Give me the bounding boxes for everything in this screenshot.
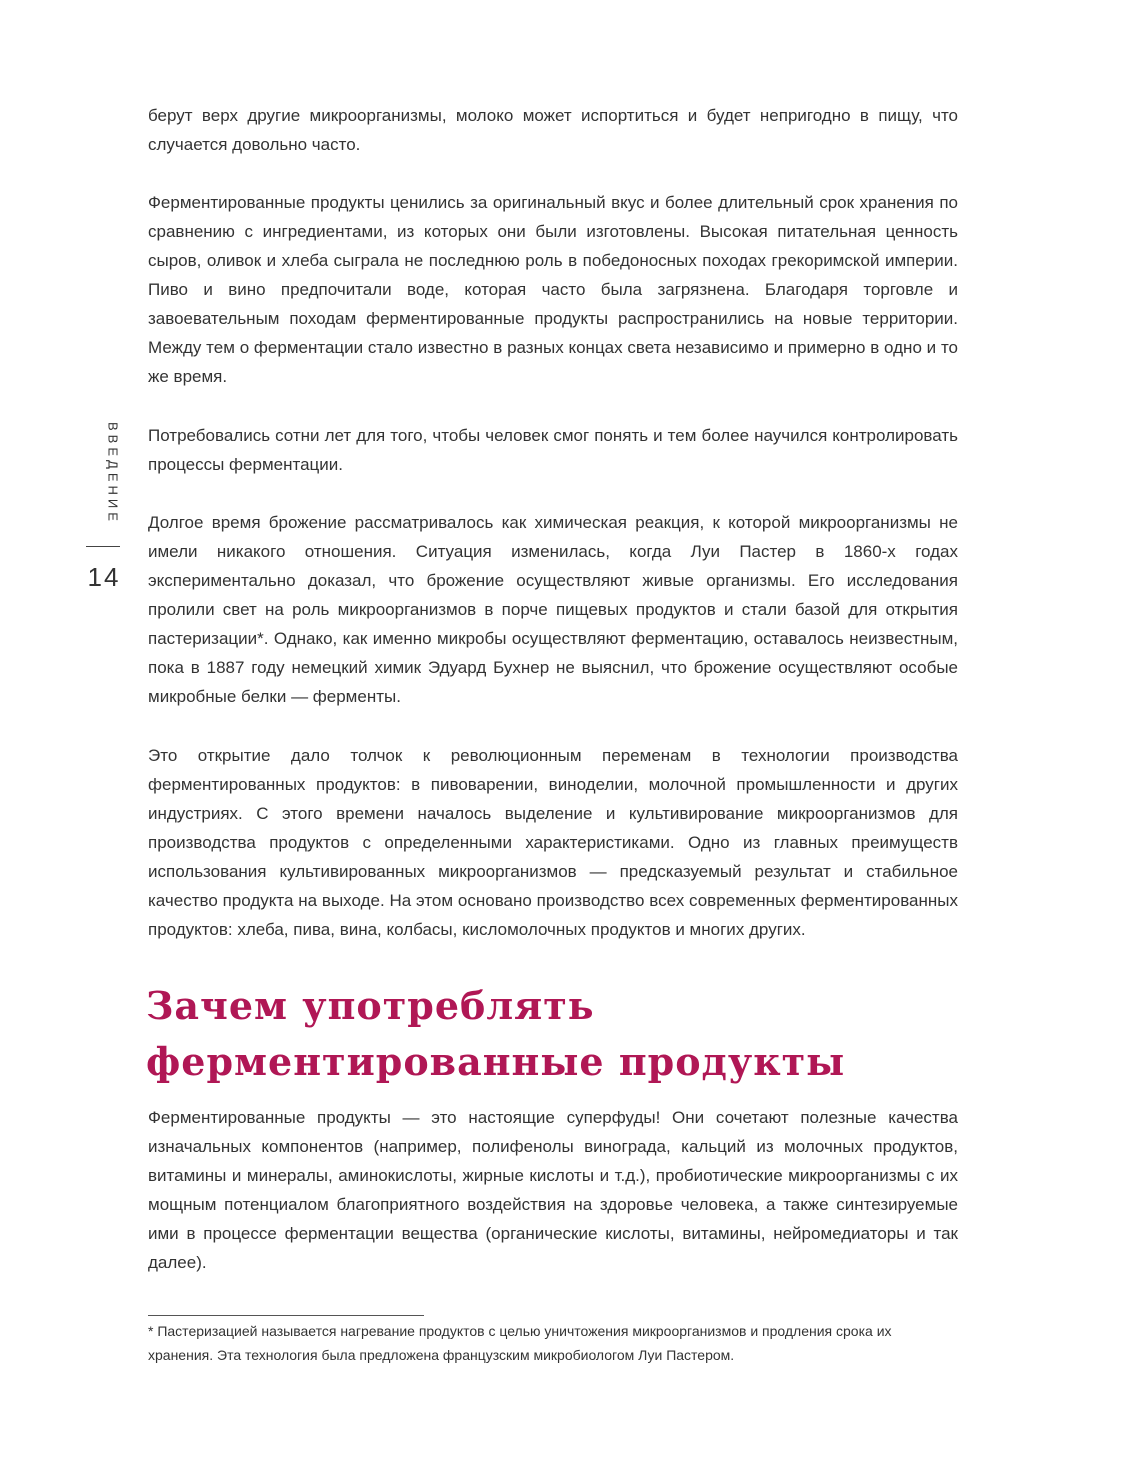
section-paragraph: Ферментированные продукты — это настоящие суперфуды! Они сочетают полезные качества изначальных компонентов (например, полифенолы винограда, кальций из молочных продуктов, витамины и минералы, аминокислоты, жирные кислоты и т.д.), пробиотические микроорганизмы с их мощным потенциалом благоприятного воздействия на здоровье человека, а также синтезируемые ими в процессе ферментации вещества (органические кислоты, витамины, нейромедиаторы и так далее). <box>148 1108 958 1272</box>
section-heading <box>146 978 976 1090</box>
body-paragraph-1: берут верх другие микроорганизмы, молоко может испортиться и будет непригодно в пищу, что случается довольно часто. <box>148 106 958 154</box>
page-number-divider <box>86 546 120 547</box>
footnote-divider <box>148 1315 424 1316</box>
section-heading-line-1: Зачем употреблять <box>146 983 595 1028</box>
body-paragraph-2: Ферментированные продукты ценились за оригинальный вкус и более длительный срок хранения по сравнению с ингредиентами, из которых они были изготовлены. Высокая питательная ценность сыров, оливок и хлеба сыграла не последнюю роль в победоносных походах грекоримской империи. Пиво и вино предпочитали воде, которая часто была загрязнена. Благодаря торговле и завоевательным походам ферментированные продукты распространились на новые территории. Между тем о ферментации стало известно в разных концах света независимо и примерно в одно и то же время. <box>148 193 958 386</box>
section-label <box>103 422 123 534</box>
body-paragraph-4: Долгое время брожение рассматривалось как химическая реакция, к которой микроорганизмы не имели никакого отношения. Ситуация изменилась, когда Луи Пастер в 1860-х годах экспериментально доказал, что брожение осуществляют живые организмы. Его исследования пролили свет на роль микроорганизмов в порче пищевых продуктов и стали базой для открытия пастеризации*. Однако, как именно микробы осуществляют ферментацию, оставалось неизвестным, пока в 1887 году немецкий химик Эдуард Бухнер не выяснил, что брожение осуществляют особые микробные белки — ферменты. <box>148 513 958 706</box>
page-number: 14 <box>87 562 121 592</box>
section-heading-line-2: ферментированные продукты <box>146 1039 846 1084</box>
footnote: * Пастеризацией называется нагревание продуктов с целью уничтожения микроорганизмов и продления срока их хранения. Эта технология была предложена французским микробиологом Луи Пастером. <box>148 1323 892 1363</box>
section-label-text: ВВЕДЕНИЕ <box>105 422 121 525</box>
body-paragraph-3: Потребовались сотни лет для того, чтобы человек смог понять и тем более научился контролировать процессы ферментации. <box>148 426 958 474</box>
body-paragraph-5: Это открытие дало толчок к революционным переменам в технологии производства ферментированных продуктов: в пивоварении, виноделии, молочной промышленности и других индустриях. С этого времени началось выделение и культивирование микроорганизмов для производства продуктов с определенными характеристиками. Одно из главных преимуществ использования культивированных микроорганизмов — предсказуемый результат и стабильное качество продукта на выходе. На этом основано производство всех современных ферментированных продуктов: хлеба, пива, вина, колбасы, кисломолочных продуктов и многих других. <box>148 746 958 939</box>
